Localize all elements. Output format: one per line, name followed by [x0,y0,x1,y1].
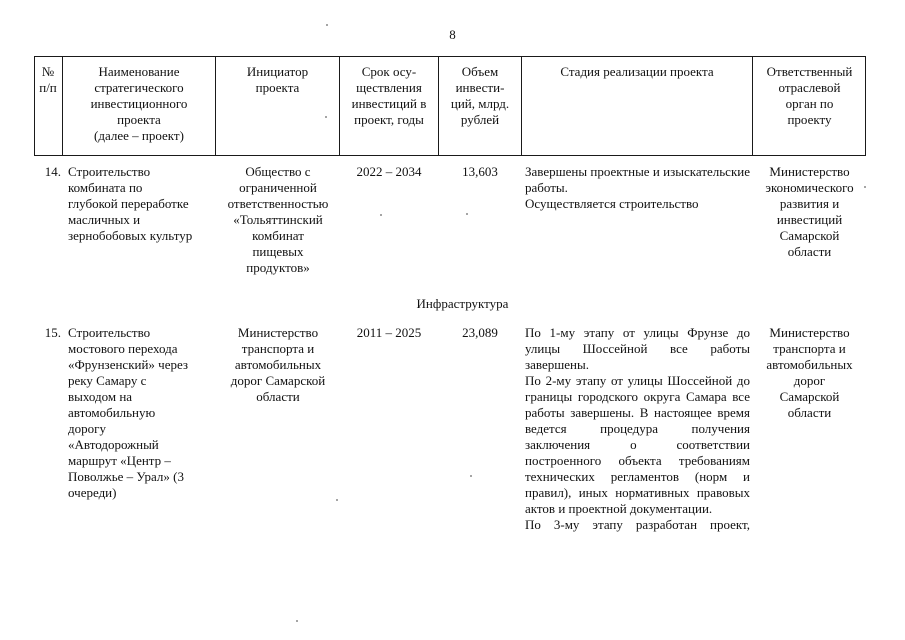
scan-speck [470,475,472,477]
stage-paragraph: Осуществляется строительство [525,196,699,211]
row-project-name: Строительство комбината по глубокой переработке масличных и зернобобовых культур [68,164,193,243]
header-project-name: Наименование стратегического инвестиционного проекта (далее – проект) [90,64,188,143]
row-authority: Министерство экономического развития и инвестиций Самарской области [765,164,854,259]
row-stage [525,164,750,212]
row-term: 2011 – 2025 [356,325,422,340]
row-volume: 13,603 [462,164,498,179]
scan-speck [380,214,382,216]
header-initiator: Инициатор проекта [246,64,309,95]
header-num: № п/п [39,64,57,95]
row-volume: 23,089 [462,325,498,340]
scan-speck [336,499,338,501]
header-term: Срок осу- ществления инвестиций в проект, годы [351,64,427,127]
row-number: 15. [44,325,61,340]
scan-speck [296,620,298,622]
stage-paragraph: По 3-му этапу разработан проект, [525,517,750,532]
stage-paragraph: По 2-му этапу от улицы Шоссейной до границы городского округа Самара все работы завершены. В настоящее время ведется процедура получения заключения о соответствии построенного объекта требованиям технических регламентов (норм и правил), иных нормативных правовых актов и проектной документации. [525,373,750,516]
stage-paragraph: Завершены проектные и изыскательские работы. [525,164,750,195]
scan-speck [326,24,328,26]
page-number: 8 [449,27,456,42]
row-project-name: Строительство мостового перехода «Фрунзенский» через реку Самару с выходом на автомобильную дорогу «Автодорожный маршрут «Центр – Поволжье – Урал» (3 очереди) [68,325,189,500]
header-authority: Ответственный отраслевой орган по проекту [766,64,853,127]
header-stage: Стадия реализации проекта [560,64,714,79]
row-stage [525,325,750,533]
section-title: Инфраструктура [416,296,509,311]
scan-speck [325,116,327,118]
stage-paragraph: По 1-му этапу от улицы Фрунзе до улицы Шоссейной все работы завершены. [525,325,750,372]
row-authority: Министерство транспорта и автомобильных дорог Самарской области [766,325,853,420]
row-term: 2022 – 2034 [356,164,422,179]
scan-speck [864,186,866,188]
header-volume: Объем инвести- ций, млрд. рублей [450,64,510,127]
row-number: 14. [44,164,61,179]
row-initiator: Министерство транспорта и автомобильных дорог Самарской области [230,325,326,404]
row-initiator: Общество с ограниченной ответственностью «Тольяттинский комбинат пищевых продуктов» [227,164,329,275]
scan-speck [466,213,468,215]
